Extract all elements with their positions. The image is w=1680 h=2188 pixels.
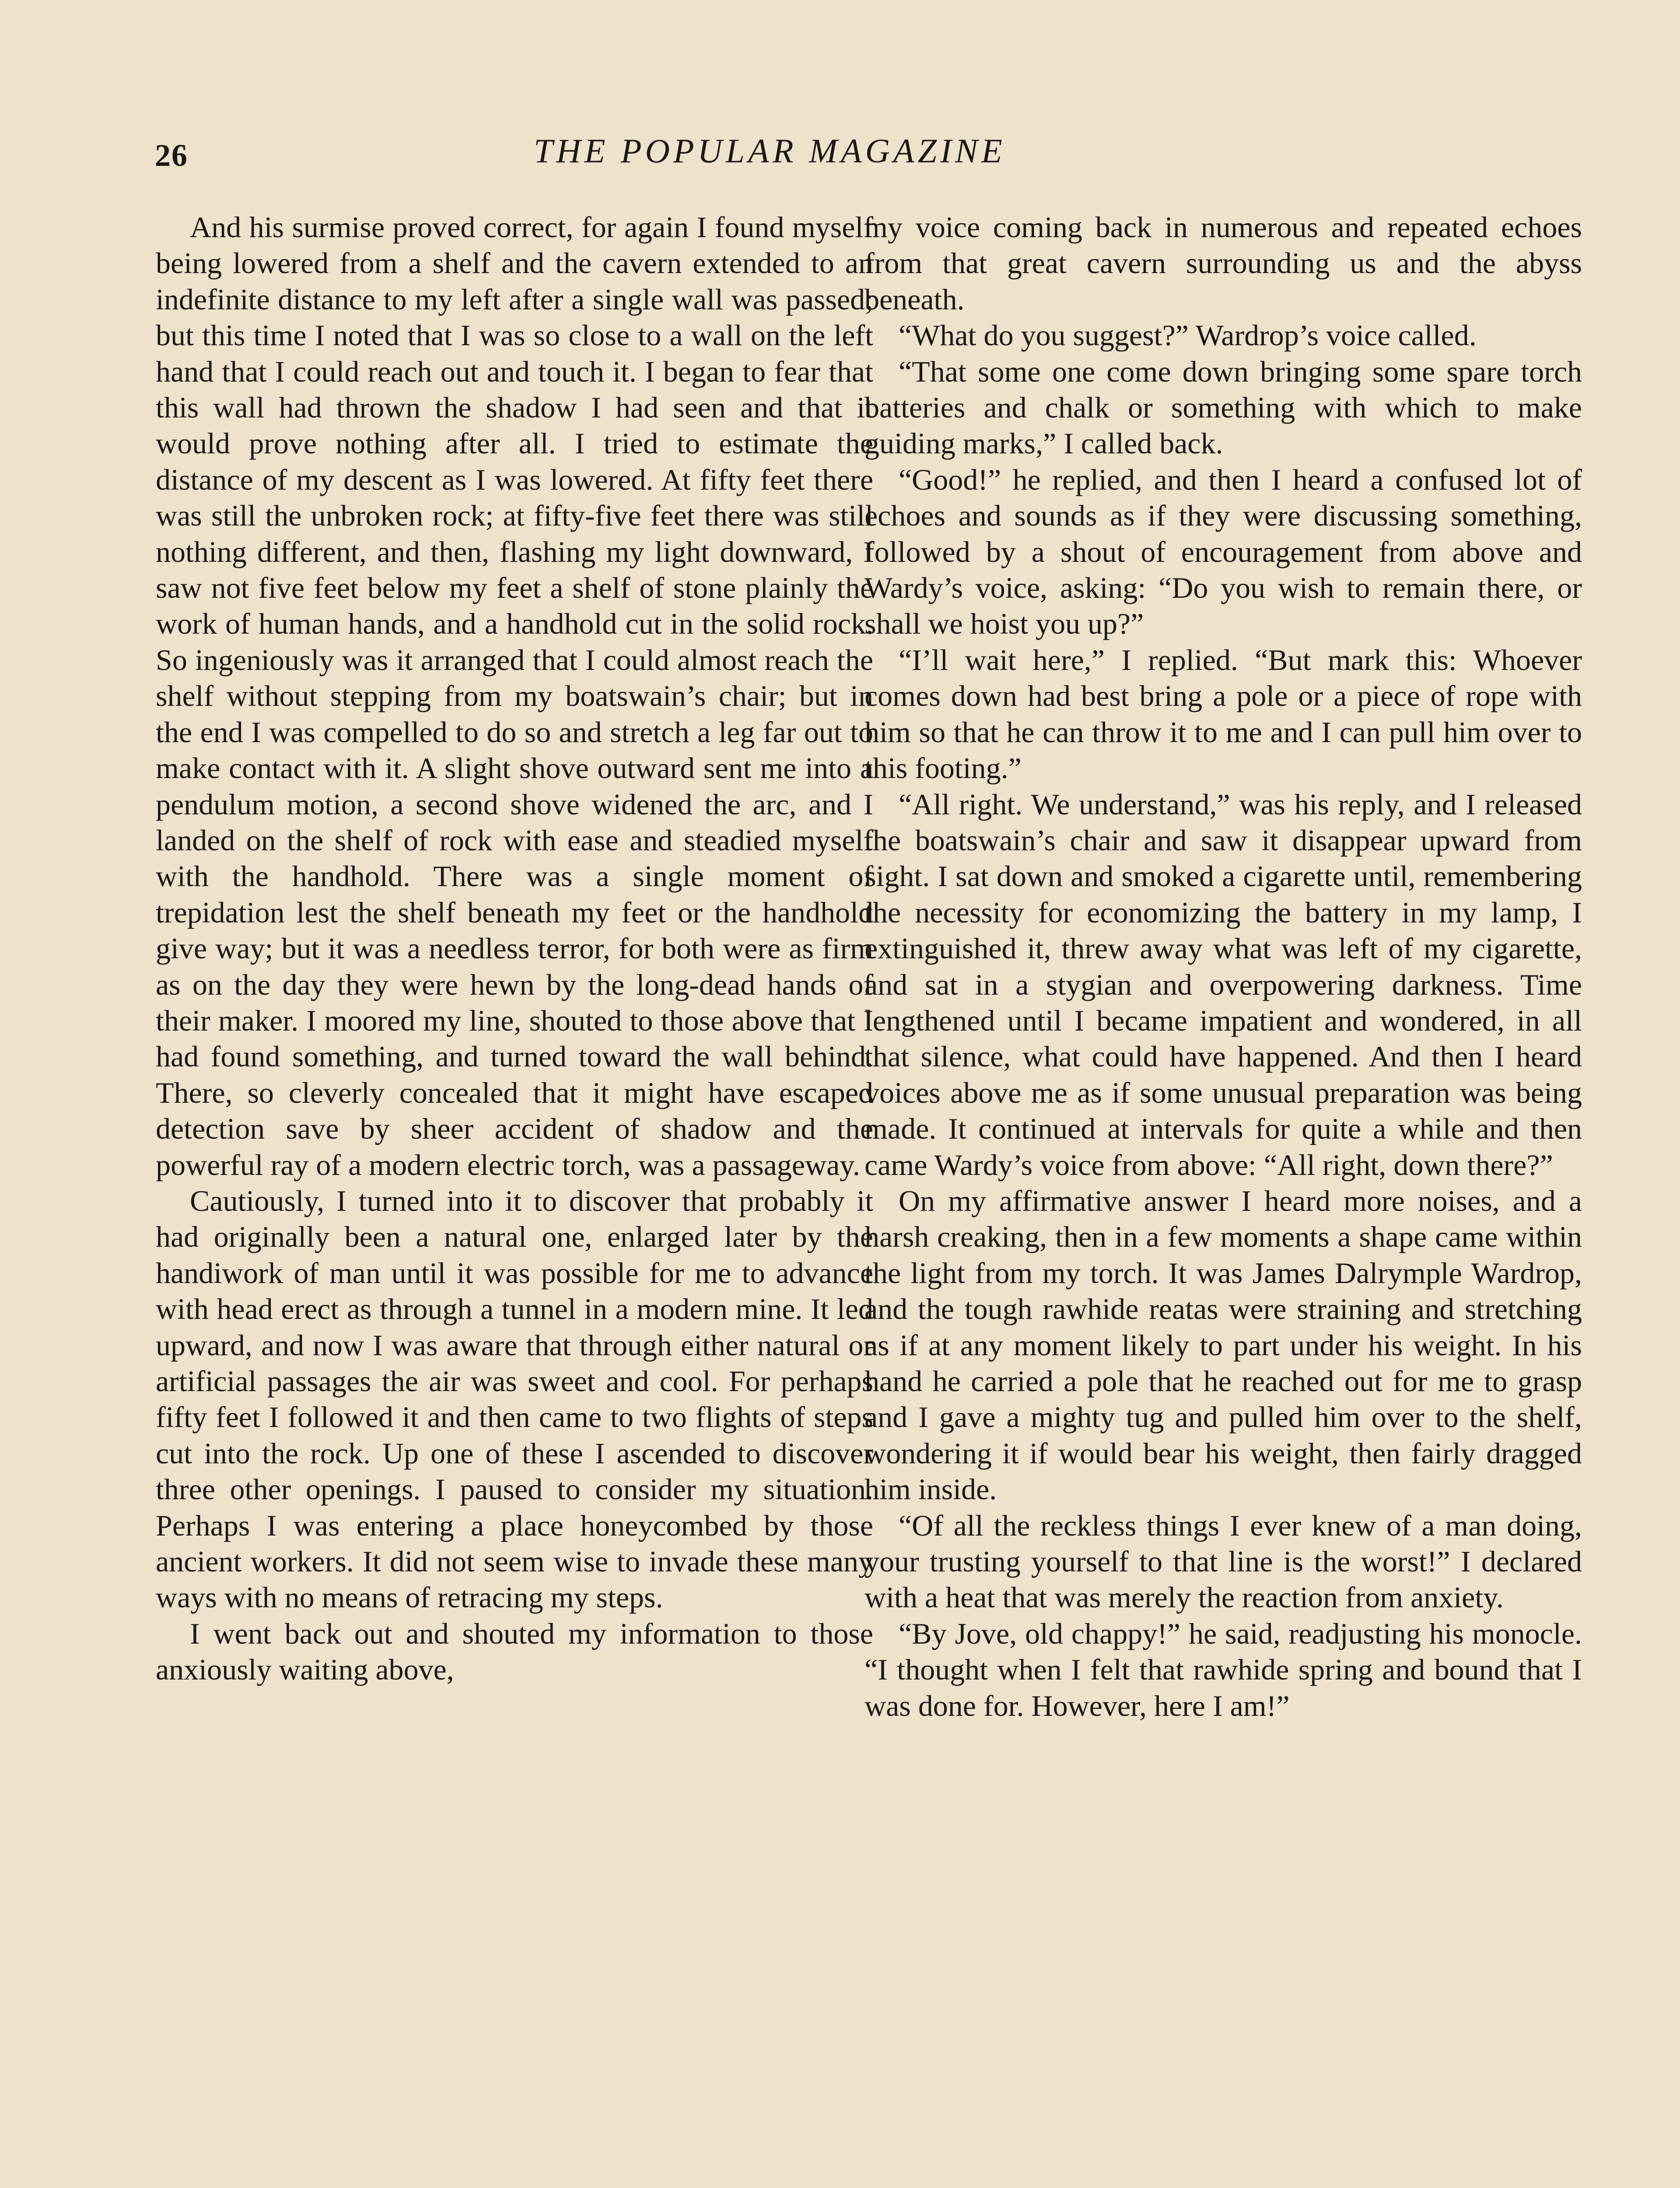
page-number: 26 [155,138,188,173]
paragraph: And his surmise proved correct, for again I found myself being lowered from a shelf and the cavern extended to an indefinite distance to my left after a single wall was passed; but this time I noted that I was so close to a wall on the left hand that I could reach out and touch it. I began to fear that this wall had thrown the shadow I had seen and that it would prove nothing after all. I tried to estimate the distance of my descent as I was lowered. At fifty feet there was still the unbroken rock; at fifty-five feet there was still nothing different, and then, flashing my light downward, I saw not five feet below my feet a shelf of stone plainly the work of human hands, and a handhold cut in the solid rock. So ingeniously was it arranged that I could almost reach the shelf without stepping from my boatswain’s chair; but in the end I was compelled to do so and stretch a leg far out to make contact with it. A slight shove outward sent me into a pendulum motion, a second shove widened the arc, and I landed on the shelf of rock with ease and steadied myself with the handhold. There was a single moment of trepidation lest the shelf beneath my feet or the handhold give way; but it was a needless terror, for both were as firm as on the day they were hewn by the long-dead hands of their maker. I moored my line, shouted to those above that I had found something, and turned toward the wall behind. There, so cleverly concealed that it might have escaped detection save by sheer accident of shadow and the powerful ray of a modern electric torch, was a passageway. [156,210,873,1182]
paragraph: “All right. We understand,” was his reply, and I released the boatswain’s chair and saw it disappear upward from sight. I sat down and smoked a cigarette until, remembering the necessity for economizing the battery in my lamp, I extinguished it, threw away what was left of my cigarette, and sat in a stygian and overpowering darkness. Time lengthened until I became impatient and wondered, in all that silence, what could have happened. And then I heard voices above me as if some unusual preparation was being made. It continued at intervals for quite a while and then came Wardy’s voice from above: “All right, down there?” [864,787,1582,1182]
paragraph: “What do you suggest?” Wardrop’s voice called. [899,319,1477,352]
paragraph: “I’ll wait here,” I replied. “But mark this: Whoever comes down had best bring a pole or a piece of rope with him so that he can throw it to me and I can pull him over to this footing.” [864,643,1582,785]
paragraph: my voice coming back in numerous and repeated echoes from that great cavern surrounding us and the abyss beneath. [864,210,1582,316]
paragraph: “Good!” he replied, and then I heard a confused lot of echoes and sounds as if they were discussing something, followed by a shout of encouragement from above and Wardy’s voice, asking: “Do you wish to remain there, or shall we hoist you up?” [864,463,1582,641]
page-header [149,131,1549,179]
paragraph: I went back out and shouted my information to those anxiously waiting above, [156,1616,873,1687]
right-column [864,209,1582,2188]
paragraph: Cautiously, I turned into it to discover that probably it had originally been a natural one, enlarged later by the handiwork of man until it was possible for me to advance with head erect as through a tunnel in a modern mine. It led upward, and now I was aware that through either natural or artificial passages the air was sweet and cool. For perhaps fifty feet I followed it and then came to two flights of steps cut into the rock. Up one of these I ascended to discover three other openings. I paused to consider my situation. Perhaps I was entering a place honeycombed by those ancient workers. It did not seem wise to invade these many ways with no means of retracing my steps. [156,1184,873,1614]
paragraph: “That some one come down bringing some spare torch batteries and chalk or something with which to make guiding marks,” I called back. [864,354,1582,460]
running-head: THE POPULAR MAGAZINE [534,132,1006,170]
left-column [156,209,873,2188]
paragraph: “By Jove, old chappy!” he said, readjusting his monocle. “I thought when I felt that rawhide spring and bound that I was done for. However, here I am!” [864,1616,1582,1722]
paragraph: “Of all the reckless things I ever knew of a man doing, your trusting yourself to that line is the worst!” I declared with a heat that was merely the reaction from anxiety. [864,1508,1582,1614]
paragraph: On my affirmative answer I heard more noises, and a harsh creaking, then in a few moments a shape came within the light from my torch. It was James Dalrymple Wardrop, and the tough rawhide reatas were straining and stretching as if at any moment likely to part under his weight. In his hand he carried a pole that he reached out for me to grasp and I gave a mighty tug and pulled him over to the shelf, wondering it if would bear his weight, then fairly dragged him inside. [864,1184,1582,1506]
